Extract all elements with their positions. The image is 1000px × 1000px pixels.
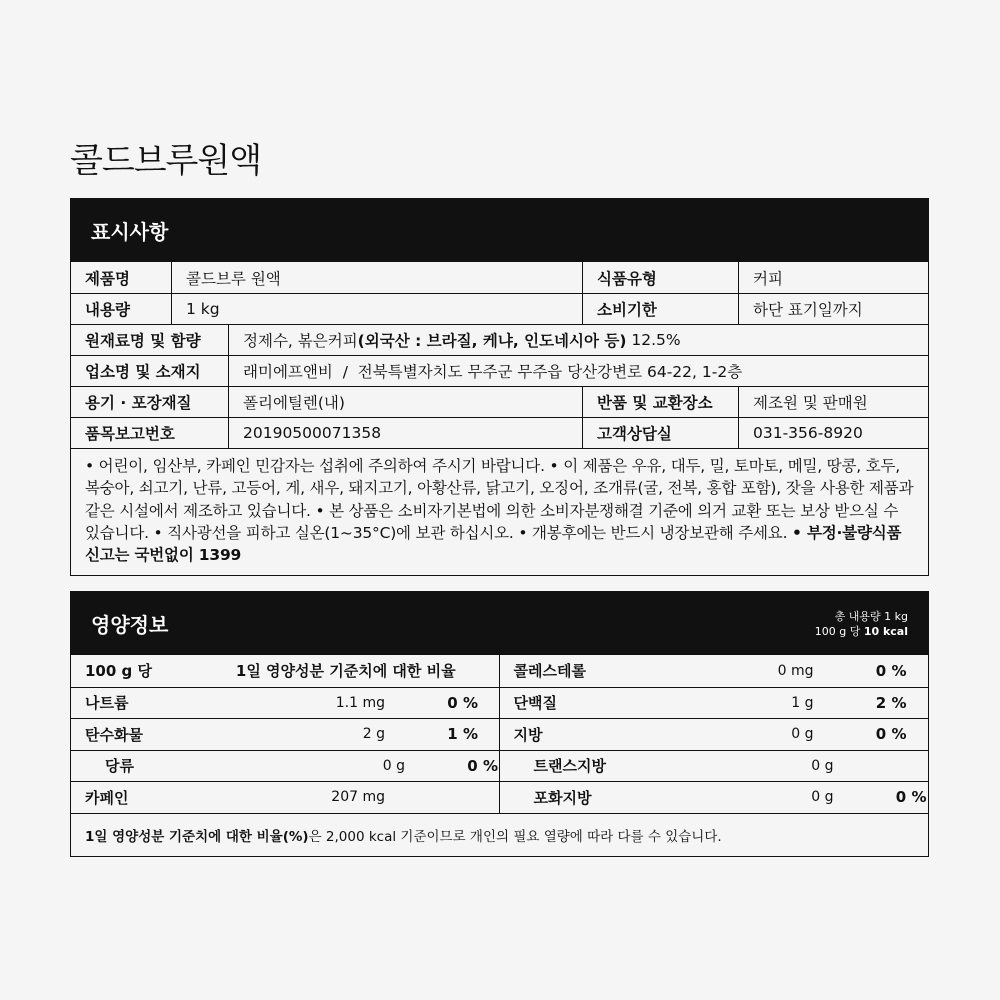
label-row-packaging	[71, 386, 928, 417]
nutrition-row	[500, 750, 929, 782]
report-number-value: 20190500071358	[229, 418, 583, 448]
nutrient-amount: 0 mg	[777, 662, 814, 679]
nutrition-right-column	[500, 655, 929, 813]
customer-service-value: 031-356-8920	[753, 424, 863, 442]
calories-prefix: 100 g 당	[814, 624, 864, 638]
nutrient-name: 카페인	[85, 788, 129, 807]
nutrient-amount: 0 g	[382, 757, 405, 774]
nutrition-panel	[70, 591, 929, 857]
total-content: 총 내용량 1 kg	[834, 609, 908, 623]
nutrient-name: 단백질	[513, 694, 557, 713]
expiry-value: 하단 표기일까지	[753, 301, 863, 319]
nutrient-name: 탄수화물	[85, 725, 143, 744]
return-place-label: 반품 및 교환장소	[583, 387, 739, 417]
product-name-value: 콜드브루 원액	[172, 262, 583, 293]
nutrient-percent: 0 %	[895, 788, 927, 807]
calories-line	[815, 624, 908, 639]
nutrient-name: 지방	[513, 725, 543, 744]
nutrient-name: 콜레스테롤	[513, 662, 586, 681]
caution-notes	[71, 448, 928, 566]
nutrient-percent: 0 %	[447, 693, 478, 712]
label-row-ingredients	[71, 324, 928, 355]
label-panel-header: 표시사항	[71, 199, 928, 262]
customer-service-label: 고객상담실	[583, 418, 739, 448]
nutrient-amount: 0 g	[811, 757, 834, 774]
manufacturer-label: 업소명 및 소재지	[71, 356, 229, 386]
caution-notes-text: • 어린이, 임산부, 카페인 민감자는 섭취에 주의하여 주시기 바랍니다. • 이 제품은 우유, 대두, 밀, 토마토, 메밀, 땅콩, 호두, 복숭아, 쇠고기, 난류, 고등어, 게, 새우, 돼지고기, 아황산류, 닭고기, 오징어, 조개류(굴, 전복, 홍합 포함), 잣을 사용한 제품과 같은 시설에서 제조하고 있습니다. • 본 상품은 소비자기본법에 의한 소비자분쟁해결 기준에 의거 교환 또는 보상 받으실 수 있습니다. • 직사광선을 피하고 실온(1~35°C)에 보관 하십시오. • 개봉후에는 반드시 냉장보관해 주세요.	[85, 457, 914, 542]
packaging-label: 용기 · 포장재질	[71, 387, 229, 417]
nutrient-amount: 0 g	[811, 789, 834, 806]
nutrient-name: 포화지방	[533, 788, 592, 807]
nutrition-row	[71, 781, 499, 813]
nutrition-row	[71, 687, 499, 719]
nutrient-percent: 1 %	[447, 725, 478, 744]
label-row-volume	[71, 293, 928, 324]
nutrition-footnote	[71, 813, 928, 857]
daily-value-label: 1일 영양성분 기준치에 대한 비율	[235, 662, 456, 681]
nutrient-percent: 0 %	[467, 756, 498, 775]
nutrition-totals	[815, 609, 908, 639]
nutrition-row	[500, 781, 929, 813]
calories-value: 10 kcal	[863, 624, 908, 638]
manufacturer-value: 래미에프앤비 / 전북특별자치도 무주군 무주읍 당산강변로 64-22, 1-2층	[243, 363, 743, 381]
nutrition-row	[500, 718, 929, 750]
report-hotline: • 부정·불량식품신고는 국번없이 1399	[85, 523, 902, 565]
nutrient-amount: 2 g	[362, 726, 385, 743]
nutrient-name: 트랜스지방	[533, 757, 606, 776]
nutrient-name: 당류	[105, 757, 134, 776]
report-number-label: 품목보고번호	[71, 418, 229, 448]
product-title: 콜드브루원액	[70, 141, 262, 181]
ingredients-content: 12.5%	[626, 331, 681, 349]
expiry-label: 소비기한	[583, 294, 739, 324]
food-type-label: 식품유형	[583, 262, 739, 293]
return-place-value: 제조원 및 판매원	[753, 394, 868, 412]
nutrition-left-column	[71, 655, 500, 813]
nutrient-name: 나트륨	[85, 694, 129, 713]
nutrient-amount: 1.1 mg	[335, 694, 385, 711]
nutrient-amount: 207 mg	[331, 789, 385, 806]
nutrition-row	[500, 687, 929, 719]
nutrition-row	[71, 750, 499, 782]
nutrient-percent: 0 %	[875, 725, 907, 744]
footnote-text: 은 2,000 kcal 기준이므로 개인의 필요 열량에 따라 다를 수 있습니다.	[308, 829, 722, 845]
nutrition-title: 영양정보	[91, 613, 169, 637]
label-row-manufacturer	[71, 355, 928, 386]
ingredients-value	[229, 325, 928, 355]
product-name-label: 제품명	[71, 262, 172, 293]
nutrient-amount: 0 g	[791, 726, 814, 743]
ingredients-prefix: 정제수, 볶은커피	[243, 332, 358, 350]
nutrition-column-header	[71, 655, 499, 687]
ingredients-label: 원재료명 및 함량	[71, 325, 229, 355]
nutrition-grid	[71, 655, 928, 813]
nutrition-row	[500, 655, 929, 687]
nutrient-amount: 1 g	[791, 694, 814, 711]
volume-value: 1 kg	[172, 294, 583, 324]
nutrition-row	[71, 718, 499, 750]
nutrition-panel-header	[71, 592, 928, 655]
nutrient-percent: 2 %	[875, 693, 907, 712]
label-row-product	[71, 262, 928, 293]
nutrient-percent: 0 %	[875, 661, 907, 680]
volume-label: 내용량	[71, 294, 172, 324]
food-type-value: 커피	[753, 269, 783, 288]
packaging-value: 폴리에틸렌(내)	[229, 387, 583, 417]
per-100g-label: 100 g 당	[85, 662, 152, 681]
ingredients-origin: (외국산 : 브라질, 케냐, 인도네시아 등)	[357, 332, 627, 350]
label-info-panel	[70, 198, 929, 576]
footnote-bold: 1일 영양성분 기준치에 대한 비율(%)	[85, 829, 309, 845]
label-row-report	[71, 417, 928, 448]
